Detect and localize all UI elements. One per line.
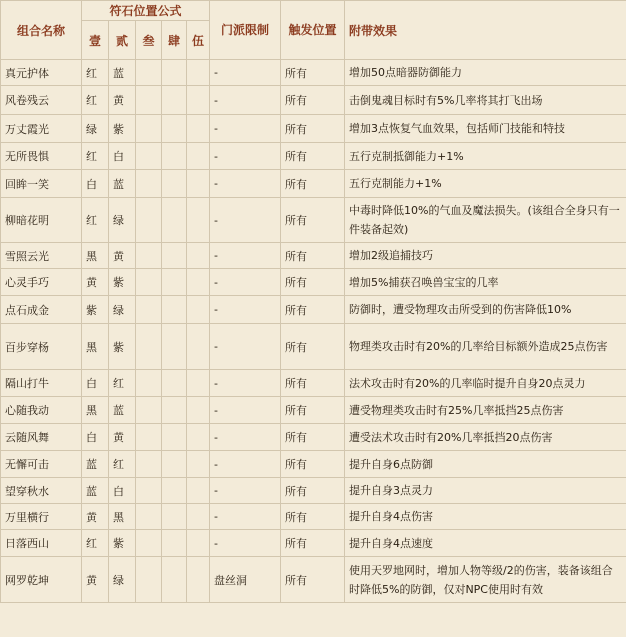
effect-cell: 增加2级追捕技巧 xyxy=(345,243,626,269)
effect-cell: 提升自身4点伤害 xyxy=(345,504,626,530)
header-pos-5: 伍 xyxy=(187,21,210,60)
rune-pos-4-cell xyxy=(162,198,187,243)
header-pos-2: 贰 xyxy=(109,21,136,60)
rune-pos-1-cell: 黑 xyxy=(82,397,109,424)
rune-pos-2-cell: 黄 xyxy=(109,243,136,269)
rune-pos-5-cell xyxy=(187,269,210,296)
effect-cell: 五行克制抵御能力+1% xyxy=(345,143,626,170)
combo-name-cell: 万里横行 xyxy=(1,504,82,530)
effect-cell: 中毒时降低10%的气血及魔法损失。(该组合全身只有一件装备起效) xyxy=(345,198,626,243)
rune-pos-3-cell xyxy=(136,269,162,296)
rune-pos-4-cell xyxy=(162,370,187,397)
rune-pos-1-cell: 白 xyxy=(82,170,109,198)
rune-pos-1-cell: 白 xyxy=(82,424,109,451)
combo-name-cell: 心随我动 xyxy=(1,397,82,424)
header-trigger: 触发位置 xyxy=(281,1,345,60)
combo-name-cell: 风卷残云 xyxy=(1,86,82,115)
rune-pos-3-cell xyxy=(136,504,162,530)
trigger-position-cell: 所有 xyxy=(281,269,345,296)
trigger-position-cell: 所有 xyxy=(281,115,345,143)
rune-pos-1-cell: 黄 xyxy=(82,557,109,603)
rune-pos-4-cell xyxy=(162,170,187,198)
effect-cell: 击倒鬼魂目标时有5%几率将其打飞出场 xyxy=(345,86,626,115)
combo-name-cell: 真元护体 xyxy=(1,60,82,86)
rune-pos-5-cell xyxy=(187,530,210,557)
effect-cell: 增加50点暗器防御能力 xyxy=(345,60,626,86)
rune-pos-2-cell: 紫 xyxy=(109,269,136,296)
rune-pos-2-cell: 紫 xyxy=(109,115,136,143)
table-row xyxy=(1,424,626,451)
rune-pos-3-cell xyxy=(136,324,162,370)
rune-pos-4-cell xyxy=(162,557,187,603)
header-pos-4: 肆 xyxy=(162,21,187,60)
combo-name-cell: 云随风舞 xyxy=(1,424,82,451)
effect-cell: 遭受法术攻击时有20%几率抵挡20点伤害 xyxy=(345,424,626,451)
trigger-position-cell: 所有 xyxy=(281,370,345,397)
header-combo-name: 组合名称 xyxy=(1,1,82,60)
sect-limit-cell: - xyxy=(210,424,281,451)
rune-pos-3-cell xyxy=(136,115,162,143)
effect-cell: 五行克制能力+1% xyxy=(345,170,626,198)
trigger-position-cell: 所有 xyxy=(281,397,345,424)
rune-pos-5-cell xyxy=(187,115,210,143)
table-row xyxy=(1,198,626,243)
table-row xyxy=(1,170,626,198)
rune-pos-3-cell xyxy=(136,170,162,198)
sect-limit-cell: - xyxy=(210,86,281,115)
sect-limit-cell: - xyxy=(210,296,281,324)
rune-pos-3-cell xyxy=(136,424,162,451)
table-body xyxy=(1,60,626,603)
table-row xyxy=(1,397,626,424)
combo-name-cell: 雪照云光 xyxy=(1,243,82,269)
rune-pos-5-cell xyxy=(187,143,210,170)
trigger-position-cell: 所有 xyxy=(281,243,345,269)
rune-pos-4-cell xyxy=(162,243,187,269)
table-row xyxy=(1,557,626,603)
rune-pos-1-cell: 黑 xyxy=(82,243,109,269)
trigger-position-cell: 所有 xyxy=(281,557,345,603)
rune-pos-5-cell xyxy=(187,296,210,324)
rune-pos-3-cell xyxy=(136,60,162,86)
rune-pos-5-cell xyxy=(187,198,210,243)
rune-pos-4-cell xyxy=(162,424,187,451)
effect-cell: 法术攻击时有20%的几率临时提升自身20点灵力 xyxy=(345,370,626,397)
rune-pos-3-cell xyxy=(136,478,162,504)
table-row xyxy=(1,269,626,296)
trigger-position-cell: 所有 xyxy=(281,324,345,370)
trigger-position-cell: 所有 xyxy=(281,143,345,170)
rune-pos-5-cell xyxy=(187,451,210,478)
sect-limit-cell: - xyxy=(210,60,281,86)
sect-limit-cell: - xyxy=(210,397,281,424)
effect-cell: 使用天罗地网时，增加人物等级/2的伤害，装备该组合时降低5%的防御，仅对NPC使用时有效 xyxy=(345,557,626,603)
rune-pos-1-cell: 红 xyxy=(82,60,109,86)
rune-pos-2-cell: 绿 xyxy=(109,557,136,603)
header-formula: 符石位置公式 xyxy=(82,1,210,21)
trigger-position-cell: 所有 xyxy=(281,504,345,530)
combo-name-cell: 百步穿杨 xyxy=(1,324,82,370)
rune-pos-3-cell xyxy=(136,451,162,478)
rune-pos-5-cell xyxy=(187,504,210,530)
rune-pos-5-cell xyxy=(187,170,210,198)
trigger-position-cell: 所有 xyxy=(281,296,345,324)
table-row xyxy=(1,296,626,324)
rune-pos-2-cell: 紫 xyxy=(109,324,136,370)
combo-name-cell: 日落西山 xyxy=(1,530,82,557)
table-row xyxy=(1,324,626,370)
rune-pos-1-cell: 白 xyxy=(82,370,109,397)
rune-pos-1-cell: 蓝 xyxy=(82,478,109,504)
rune-pos-3-cell xyxy=(136,370,162,397)
combo-name-cell: 无所畏惧 xyxy=(1,143,82,170)
rune-pos-2-cell: 绿 xyxy=(109,296,136,324)
table-row xyxy=(1,530,626,557)
effect-cell: 增加5%捕获召唤兽宝宝的几率 xyxy=(345,269,626,296)
combo-name-cell: 无懈可击 xyxy=(1,451,82,478)
trigger-position-cell: 所有 xyxy=(281,478,345,504)
rune-pos-1-cell: 绿 xyxy=(82,115,109,143)
effect-cell: 防御时，遭受物理攻击所受到的伤害降低10% xyxy=(345,296,626,324)
effect-cell: 提升自身6点防御 xyxy=(345,451,626,478)
sect-limit-cell: - xyxy=(210,451,281,478)
rune-pos-2-cell: 紫 xyxy=(109,530,136,557)
sect-limit-cell: - xyxy=(210,530,281,557)
table-row xyxy=(1,243,626,269)
rune-pos-4-cell xyxy=(162,86,187,115)
combo-name-cell: 点石成金 xyxy=(1,296,82,324)
rune-pos-2-cell: 蓝 xyxy=(109,170,136,198)
sect-limit-cell: - xyxy=(210,115,281,143)
trigger-position-cell: 所有 xyxy=(281,170,345,198)
rune-pos-5-cell xyxy=(187,60,210,86)
rune-pos-3-cell xyxy=(136,198,162,243)
combo-name-cell: 柳暗花明 xyxy=(1,198,82,243)
rune-pos-2-cell: 白 xyxy=(109,478,136,504)
rune-pos-4-cell xyxy=(162,115,187,143)
trigger-position-cell: 所有 xyxy=(281,451,345,478)
rune-pos-1-cell: 黑 xyxy=(82,324,109,370)
table-row xyxy=(1,143,626,170)
sect-limit-cell: - xyxy=(210,478,281,504)
sect-limit-cell: - xyxy=(210,269,281,296)
sect-limit-cell: - xyxy=(210,198,281,243)
rune-pos-5-cell xyxy=(187,86,210,115)
rune-pos-2-cell: 红 xyxy=(109,451,136,478)
effect-cell: 物理类攻击时有20%的几率给目标额外造成25点伤害 xyxy=(345,324,626,370)
rune-pos-4-cell xyxy=(162,397,187,424)
rune-pos-4-cell xyxy=(162,530,187,557)
table-row xyxy=(1,370,626,397)
table-row xyxy=(1,478,626,504)
rune-pos-4-cell xyxy=(162,324,187,370)
rune-pos-1-cell: 紫 xyxy=(82,296,109,324)
rune-pos-5-cell xyxy=(187,478,210,504)
table-row xyxy=(1,451,626,478)
rune-pos-5-cell xyxy=(187,397,210,424)
rune-pos-4-cell xyxy=(162,478,187,504)
rune-pos-3-cell xyxy=(136,243,162,269)
effect-cell: 遭受物理类攻击时有25%几率抵挡25点伤害 xyxy=(345,397,626,424)
sect-limit-cell: - xyxy=(210,324,281,370)
rune-pos-2-cell: 红 xyxy=(109,370,136,397)
rune-pos-5-cell xyxy=(187,324,210,370)
rune-pos-4-cell xyxy=(162,269,187,296)
rune-pos-4-cell xyxy=(162,60,187,86)
table-row xyxy=(1,86,626,115)
trigger-position-cell: 所有 xyxy=(281,86,345,115)
rune-pos-5-cell xyxy=(187,557,210,603)
sect-limit-cell: - xyxy=(210,170,281,198)
trigger-position-cell: 所有 xyxy=(281,530,345,557)
trigger-position-cell: 所有 xyxy=(281,198,345,243)
rune-pos-1-cell: 红 xyxy=(82,86,109,115)
sect-limit-cell: - xyxy=(210,243,281,269)
header-pos-3: 叁 xyxy=(136,21,162,60)
header-effect: 附带效果 xyxy=(345,1,626,60)
sect-limit-cell: - xyxy=(210,143,281,170)
rune-pos-1-cell: 黄 xyxy=(82,504,109,530)
rune-pos-5-cell xyxy=(187,243,210,269)
sect-limit-cell: - xyxy=(210,504,281,530)
rune-pos-3-cell xyxy=(136,530,162,557)
rune-pos-2-cell: 蓝 xyxy=(109,60,136,86)
rune-pos-4-cell xyxy=(162,504,187,530)
rune-pos-3-cell xyxy=(136,296,162,324)
sect-limit-cell: - xyxy=(210,370,281,397)
trigger-position-cell: 所有 xyxy=(281,60,345,86)
rune-pos-3-cell xyxy=(136,557,162,603)
rune-pos-2-cell: 黄 xyxy=(109,424,136,451)
effect-cell: 增加3点恢复气血效果，包括师门技能和特技 xyxy=(345,115,626,143)
rune-pos-2-cell: 黄 xyxy=(109,86,136,115)
effect-cell: 提升自身4点速度 xyxy=(345,530,626,557)
rune-pos-4-cell xyxy=(162,296,187,324)
sect-limit-cell: 盘丝洞 xyxy=(210,557,281,603)
rune-pos-1-cell: 红 xyxy=(82,530,109,557)
combo-name-cell: 网罗乾坤 xyxy=(1,557,82,603)
rune-pos-4-cell xyxy=(162,143,187,170)
rune-pos-1-cell: 蓝 xyxy=(82,451,109,478)
combo-name-cell: 望穿秋水 xyxy=(1,478,82,504)
rune-pos-1-cell: 黄 xyxy=(82,269,109,296)
rune-pos-1-cell: 红 xyxy=(82,143,109,170)
rune-pos-2-cell: 黑 xyxy=(109,504,136,530)
rune-pos-3-cell xyxy=(136,143,162,170)
rune-pos-2-cell: 白 xyxy=(109,143,136,170)
combo-name-cell: 隔山打牛 xyxy=(1,370,82,397)
rune-pos-1-cell: 红 xyxy=(82,198,109,243)
rune-pos-5-cell xyxy=(187,370,210,397)
rune-pos-2-cell: 绿 xyxy=(109,198,136,243)
rune-pos-3-cell xyxy=(136,397,162,424)
header-pos-1: 壹 xyxy=(82,21,109,60)
combo-name-cell: 万丈霞光 xyxy=(1,115,82,143)
trigger-position-cell: 所有 xyxy=(281,424,345,451)
table-row xyxy=(1,115,626,143)
combo-name-cell: 回眸一笑 xyxy=(1,170,82,198)
table-row xyxy=(1,60,626,86)
effect-cell: 提升自身3点灵力 xyxy=(345,478,626,504)
rune-pos-4-cell xyxy=(162,451,187,478)
combo-name-cell: 心灵手巧 xyxy=(1,269,82,296)
table-row xyxy=(1,504,626,530)
rune-pos-3-cell xyxy=(136,86,162,115)
rune-pos-5-cell xyxy=(187,424,210,451)
rune-pos-2-cell: 蓝 xyxy=(109,397,136,424)
header-sect: 门派限制 xyxy=(210,1,281,60)
